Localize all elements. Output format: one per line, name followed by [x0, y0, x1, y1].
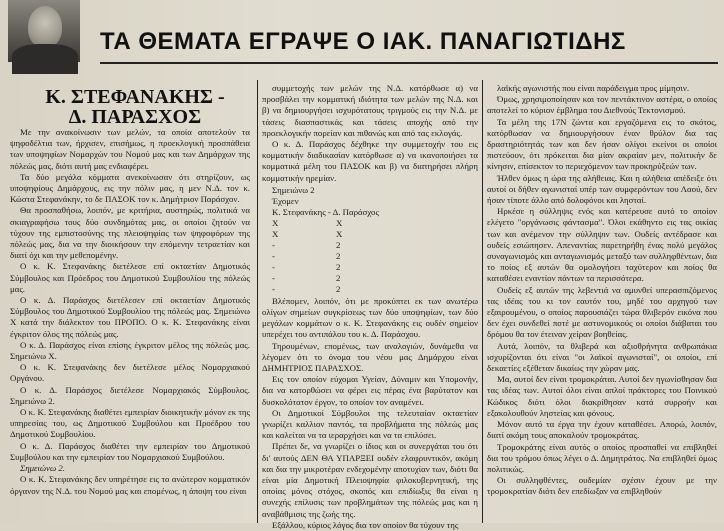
paragraph: Τηρουμένων, επομένως, των αναλογιών, δυνάμεθα να λέγομεν ότι το όνομα του νέου μας Δημάρχου είναι ΔΗΜΗΤΡΙΟΣ ΠΑΡΑΣΧΟΣ. — [262, 340, 478, 374]
paragraph: Ο κ. Κ. Στεφανάκης δεν υπηρέτησε εις το ανώτερον κομματικόν όργανον της Ν.Δ. του Νομού μας και επομένως, η άποψη του είναι — [10, 474, 250, 496]
paragraph: Μα, αυτοί δεν είναι τρομοκράται. Αυτοί δεν ηγωνίσθησαν δια τας ιδέας των. Αυτοί όλοι είναι απλοί πράκτορες του Ποινικού Κώδικος διότι όλοι διακρίθησαν κατά συρροήν και εξακολουθούν ληστείας και φόνους. — [487, 374, 717, 418]
subhead-line-2: Δ. ΠΑΡΑΣΧΟΣ — [68, 106, 202, 128]
paragraph: Τα δύο μεγάλα κόμματα ανεκοίνωσαν ότι στηρίζουν, ως υποψηφίους Δημάρχους, εις την πόλιν μας, η μεν Ν.Δ. τον κ. Κώστα Στεφανάκην, το δε ΠΑΣΟΚ τον κ. Δημήτριον Παράσχον. — [10, 171, 250, 205]
paragraph: Ο κ. Δ. Παράσχος διετέλεσεν επί οκταετίαν Δημοτικός Σύμβουλος του Δημοτικού Συμβουλίου της πόλεώς μας. Σημειώνω Χ κατά την διάλεκτον του ΠΡΟΠΟ. Ο κ. Κ. Στεφανάκης είναι έγκριτον όλος της πόλεώς μας. — [10, 295, 250, 339]
paragraph: Θα προσπαθήσω, λοιπόν, με κριτήρια, αυστηρώς, πολιτικά να σκιαγραφήσω τους δύο συνδημότας μας, οι οποίοι ζητούν να τύχουν της εμπιστοσύνης της πλειοψηφίας των ψηφοφόρων της πόλεώς μας, δια να την διοικήσουν την επόμενην τετραετίαν και διατί όχι και την μεθεπομένην. — [10, 205, 250, 261]
comparison-table — [272, 185, 478, 295]
table-note: Σημειώνω 2 — [272, 184, 315, 195]
paragraph: Ήλθεν όμως η ώρα της αλήθειας. Και η αλήθεια απέδειξε ότι αυτοί οι δήθεν αγωνισταί υπέρ των συμφερόντων του Λαού, δεν ήσαν τίποτε άλλο από δολοφόνοι και λησταί. — [487, 172, 717, 206]
subhead-line-1: Κ. ΣΤΕΦΑΝΑΚΗΣ - — [45, 86, 225, 108]
paragraph: Οι συλληφθέντες, ουδεμίαν σχέσιν έχουν με την τρομοκρατίαν διότι δεν επεδίωξαν να επιβληθούν — [487, 475, 717, 497]
paragraph: Ο κ. Δ. Παράσχος είναι επίσης έγκριτον μέλος της πόλεώς μας. Σημειώνω Χ. — [10, 339, 250, 362]
paragraph: Μόνον αυτό τα έργα την έχουν καταθέσει. Απορώ, λοιπόν, διατί ακόμη τους αποκαλούν τρομοκράτας. — [487, 419, 717, 441]
portrait-head — [28, 6, 62, 48]
paragraph: συμμετοχής των μελών της Ν.Δ. κατόρθωσε α) να προσβάλει την κομματική ιδιότητα των μελών της Ν.Δ. και β) να δημιουργήσει ισχυρότατους τριγμούς εις την Ν.Δ. με τάσεις διασπαστικάς και τάσεις αποχής από την προεκλογικήν πορείαν και πιθανώς και από τας εκλογάς. — [262, 83, 478, 138]
article-column-3 — [487, 83, 717, 523]
table-row: X X — [272, 228, 343, 239]
paragraph: Ο κ. Δ. Παράσχος διετέλεσε Νομαρχιακός Σύμβουλος. Σημειώνω 2. — [10, 384, 250, 406]
headline: ΤΑ ΘΕΜΑΤΑ ΕΓΡΑΨΕ Ο ΙΑΚ. ΠΑΝΑΓΙΩΤΙΔΗΣ — [100, 28, 626, 55]
paragraph: Τρομοκράτης είναι αυτός ο οποίος προσπαθεί να επιβληθεί δια του τρόμου όπως λέγει ο Δ. Δημητράτος. Να επιβληθεί όμως πολιτικώς. — [487, 441, 717, 474]
paragraph: λαϊκής αγωνιστής που είναι παράδειγμα προς μίμησιν. — [497, 83, 690, 93]
article-column-1 — [10, 127, 250, 523]
paragraph: Όμως, χρησιμοποίησαν και τον πεντάκτινον αστέρα, ο οποίος αποτελεί το κύριον έμβλημα του Διεθνούς Τεκτονισμού. — [487, 94, 717, 116]
paragraph: Ουδείς εξ αυτών της λεβεντιά να αμυνθεί υπερασπιζόμενος τας ιδέας του κι τον εαυτόν του, μηδέ του αρχηγού των εξαιρουμένου, ο οποίος παρουσιάζει τώρα θλιβερόν εικόνα που δεν έχει συνδεθεί ποτέ με αστυνομικούς οι οποίοι διάβαται του δρόμου θα τον έτειναν χείραν βοηθείας. — [487, 284, 717, 340]
paragraph: Ο κ. Δ. Παράσχος διαθέτει την εμπειρίαν του Δημοτικού Συμβούλου και την εμπειρίαν του Νομαρχιακού Συμβούλου. — [10, 440, 250, 462]
author-portrait — [8, 0, 80, 62]
table-row: X X — [272, 217, 343, 228]
paragraph: Τα μέλη της 17Ν ζώντα και εργαζόμενα εις το σκότος, κατόρθωσαν να δημιουργήσουν έναν θρύλον δια τας δραστηριότητάς των και δεν ήσαν ολίγοι εκείνοι οι οποίοι πιστεύουν, ότι πρόκειται δια μίαν ακραίαν μεν, πολιτικήν δε κίνησιν, επίσεκτον το περιεχόμενον των προκηρύξεών των. — [487, 116, 717, 172]
column-divider-1 — [257, 80, 258, 523]
paragraph: Ο κ. Κ. Στεφανάκης δεν διετέλεσε μέλος Νομαρχιακού Οργάνου. — [10, 362, 250, 384]
paragraph: Οι Δημοτικοί Σύμβουλοι της τελευταίαν οκταετίαν γνωρίζει καλλιον παντός, τα προβλήματα της πόλεώς μας και καλείται να τα ιεραρχήσει και να τα επιλύσει. — [262, 407, 478, 441]
paragraph: Με την ανακοίνωσιν των μελών, τα οποία αποτελούν τα ψηφοδέλτια των, ήρχισεν, επισήμως, η προεκλογική προσπάθεια των υποψηφίων Νομαρχών του Νομού μας και των Δημάρχων της πόλεώς μας, διότι αυτή μας ενδιαφέρει. — [10, 127, 250, 171]
table-row: - 2 — [272, 250, 341, 261]
table-row: - 2 — [272, 261, 341, 272]
portrait-shoulders — [12, 44, 78, 74]
article-column-2 — [262, 83, 478, 530]
paragraph: Ο κ. Κ. Στεφανάκης διαθέτει εμπειρίαν διοικητικήν μόνον εκ της υπηρεσίας του, ως Δημοτικού Συμβούλου και Προέδρου του Δημοτικού Συμβουλίου. — [10, 407, 250, 440]
paragraph: Εξάλλου, κύριος λόγος δια τον οποίον θα τύχουν της — [272, 519, 459, 530]
paragraph: Βλέπομεν, λοιπόν, ότι με προκύπτει εκ των ανωτέρω ολίγων σημείων συγκρίσεως των δύο υποψηφίων, των δύο μεγάλων κομμάτων ο κ. Κ. Στεφανάκης εις ουδέν σημείον υπερέχει του αντιπάλου του κ. Δ. Παράσχου. — [262, 295, 478, 340]
table-have: Έχομεν — [272, 195, 299, 206]
headline-rule — [100, 62, 718, 64]
paragraph: Ο κ. Κ. Στεφανάκης διετέλεσε επί οκταετίαν Δημοτικός Σύμβουλος και Πρόεδρος του Δημοτικού Συμβουλίου της πόλεώς μας. — [10, 261, 250, 294]
table-row: - 2 — [272, 272, 341, 283]
paragraph: Πρέπει δε, να γνωρίζει ο ίδιος και οι συνεργάται του ότι δι' αυτούς ΔΕΝ ΘΑ ΥΠΑΡΞΕΙ ουδέν ελαφρυντικόν, ακόμη και δια την μικροτέραν ενδεχομένην αποτυχίαν των, διότι θα είναι μία Δημοτική Πλειοψηφία φιλοκυβερνητική, της οποίας μόνος στόχος, σκοπός και επιδίωξις θα είναι η συνεχής επίλυσις των προβλημάτων της πόλεώς μας και η αναβάθμισις της ζωής της. — [262, 441, 478, 519]
column-divider-2 — [482, 80, 483, 523]
paragraph-note: Σημειώνω 2. — [20, 463, 65, 474]
table-row: - 2 — [272, 283, 341, 294]
paragraph: Αυτά, λοιπόν, τα θλιβερά και αξιοθρήνητα ανθρωπάκια ισχυρίζονται ότι είναι "οι λαϊκοί αγωνισταί", οι οποίοι, επί δεκαετίες εξέθεταν δικαίως την χώραν μας. — [487, 340, 717, 374]
paragraph: Ηρκέσε η σύλληψις ενός και κατέρευσε αυτό το οποίον ελέγετο "οργάνωσις φάντασμα". Όλοι εκάθηντο εις τας οικίας των και ανέμενον την σύλληψιν των. Ουδείς αντέδρασε και ουδείς εσιώπησεν. Απεναντίας παρετηρήθη ένας πολύ μεγάλος συναγωνισμός και ανταγωνισμός μεταξύ των συλληφθέντων, δια το ποίος εξ αυτών θα ομολογήσει ταχύτερον και ποίος θα καταθέσει εναντίον πάντων τα περισσότερα. — [487, 206, 717, 284]
paragraph: Ο κ. Δ. Παράσχος δέχθηκε την συμμετοχήν του εις κομματικήν διαδικασίαν κατόρθωσε α) να ικανοποιήσει τα κομματικά μέλη του ΠΑΣΟΚ και β) να διατηρήσει πλήρη κομματικήν ηρεμίαν. — [262, 139, 478, 183]
table-header: Κ. Στεφανάκης - Δ. Παράσχος — [272, 206, 379, 217]
table-row: - 2 — [272, 239, 341, 250]
paragraph: Εις τον οποίον εύχομαι Υγείαν, Δύναμιν και Υπομονήν, δια να κατορθώσει να φέρει εις πέρας ένα βαρύτατον και δυσκολότατον έργον, το οποίον τον αναμένει. — [262, 374, 478, 407]
